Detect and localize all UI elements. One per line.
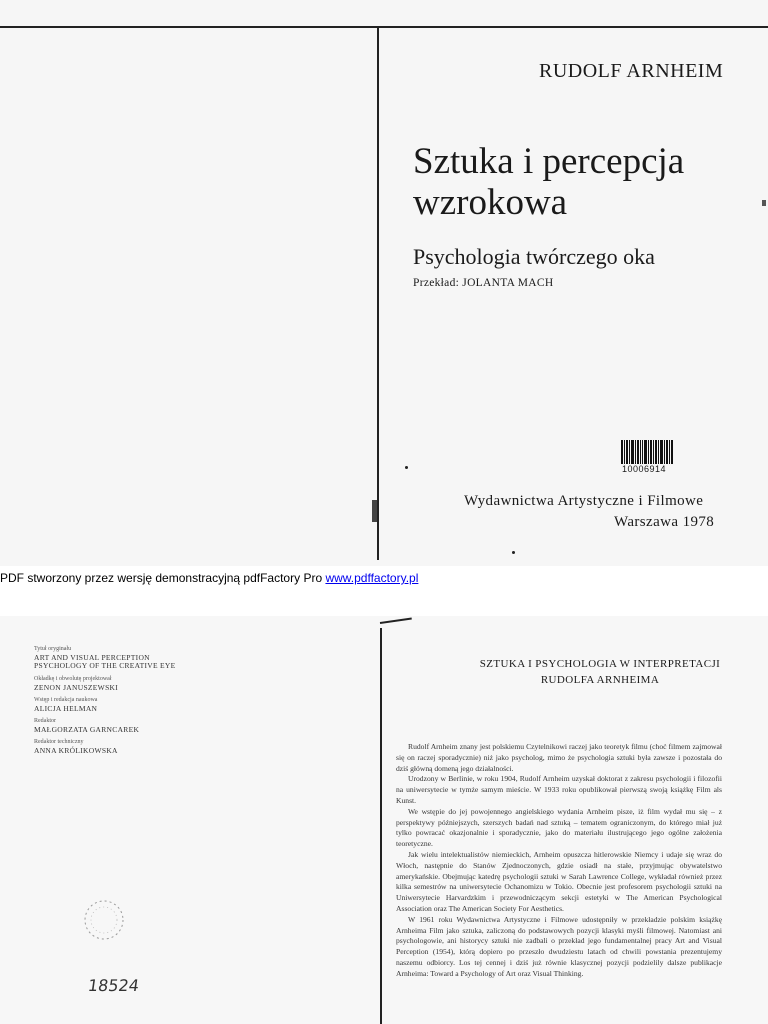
- page-fold-line: [377, 26, 379, 560]
- barcode-icon: [621, 440, 673, 464]
- cover-label: Okładkę i obwolutę projektował: [34, 676, 112, 682]
- tech-editor-label: Redaktor techniczny: [34, 739, 84, 745]
- page-fold-line: [380, 628, 382, 1024]
- book-title-line-1: Sztuka i percepcja: [413, 141, 685, 182]
- book-title-line-2: wzrokowa: [413, 182, 568, 223]
- paragraph: Jak wielu intelektualistów niemieckich, Arnheim opuszcza hitlerowskie Niemcy i udaje się wraz do Włoch, następnie do Stanów Zjednoczonych, gdzie osiadł na stałe, przyjmując obywatelstwo amerykańskie. Obejmując katedrę psychologii sztuki w Sarah Lawrence College, wykładał również przez kilka semestrów na uniwersytecie Ochanomizu w Tokio. Obecnie jest profesorem psychologii sztuki na Uniwersytecie Harvardzkim i przewodniczącym sekcji estetyki w The American Psychological Association oraz The American Society For Aesthetics.: [396, 849, 722, 913]
- editor-value: MAŁGORZATA GARNCAREK: [34, 725, 140, 734]
- binding-mark: [372, 500, 377, 522]
- original-title-1: ART AND VISUAL PERCEPTION: [34, 653, 150, 662]
- book-subtitle: Psychologia twórczego oka: [413, 244, 655, 269]
- original-title-2: PSYCHOLOGY OF THE CREATIVE EYE: [34, 661, 176, 670]
- tech-editor-value: ANNA KRÓLIKOWSKA: [34, 746, 118, 755]
- intro-value: ALICJA HELMAN: [34, 704, 98, 713]
- banner-text: PDF stworzony przez wersję demonstracyjną pdfFactory Pro: [0, 571, 326, 585]
- editor-label: Redaktor: [34, 718, 56, 724]
- corner-mark: [380, 618, 412, 624]
- paragraph: We wstępie do jej powojennego angielskiego wydania Arnheim pisze, iż film wydał mu się – z perspektywy późniejszych, szerszych badań nad sztuką – tematem ograniczonym, do którego miał już tylko powracać okazjonalnie i sporadycznie, jako do materiału ilustrującego jego ogólne założenia teoretyczne.: [396, 806, 722, 849]
- edge-mark: [762, 200, 766, 206]
- banner-link[interactable]: www.pdffactory.pl: [325, 571, 419, 585]
- publisher-name: Wydawnictwa Artystyczne i Filmowe: [464, 493, 704, 509]
- pdf-banner: [0, 571, 418, 585]
- original-title-label: Tytuł oryginału: [34, 646, 72, 652]
- essay-body: [396, 742, 722, 980]
- essay-title-line-2: RUDOLFA ARNHEIMA: [540, 674, 660, 686]
- speck: [405, 466, 408, 469]
- top-rule: [0, 26, 768, 28]
- essay-title-line-1: SZTUKA I PSYCHOLOGIA W INTERPRETACJI: [479, 658, 721, 670]
- cover-value: ZENON JANUSZEWSKI: [34, 683, 119, 692]
- library-stamp-icon: [82, 898, 126, 942]
- publication-city-year: Warszawa 1978: [614, 514, 715, 530]
- translator-credit: Przekład: JOLANTA MACH: [413, 277, 554, 289]
- barcode-number: 10006914: [622, 464, 667, 474]
- author-name: RUDOLF ARNHEIM: [539, 60, 724, 82]
- paragraph: W 1961 roku Wydawnictwa Artystyczne i Filmowe udostępniły w przekładzie polskim książkę Arnheima Film jako sztuka, zaliczoną do podstawowych pozycji klasyki myśli filmowej. Natomiast ani psychologowie, ani historycy sztuki nie zadbali o przekład jego fundamentalnej pracy Art and Visual Perception (1954), którą dopiero po przeszło dwudziestu latach od chwili powstania prezentujemy naszemu odbiorcy. Los tej cennej i dziś już równie klasycznej pozycji podzielily dalsze publikacje Arnheima: Toward a Psychology of Art oraz Visual Thinking.: [396, 914, 722, 978]
- essay-title: [440, 656, 760, 688]
- handwritten-number: 18524: [86, 976, 141, 995]
- intro-label: Wstęp i redakcja naukowa: [34, 697, 98, 703]
- paragraph: Urodzony w Berlinie, w roku 1904, Rudolf Arnheim uzyskał doktorat z zakresu psychologii i filozofii na uniwersytecie w tymże samym mieście. W 1933 roku opublikował pierwszą swoją książkę Film als Kunst.: [396, 774, 722, 805]
- paragraph: Rudolf Arnheim znany jest polskiemu Czytelnikowi raczej jako teoretyk filmu (choć filmem zajmował się on raczej sporadycznie) niż jako psycholog, mimo że psychologia sztuki była zawsze i pozostała do dziś główną domeną jego działalności.: [396, 742, 722, 773]
- speck: [512, 551, 515, 554]
